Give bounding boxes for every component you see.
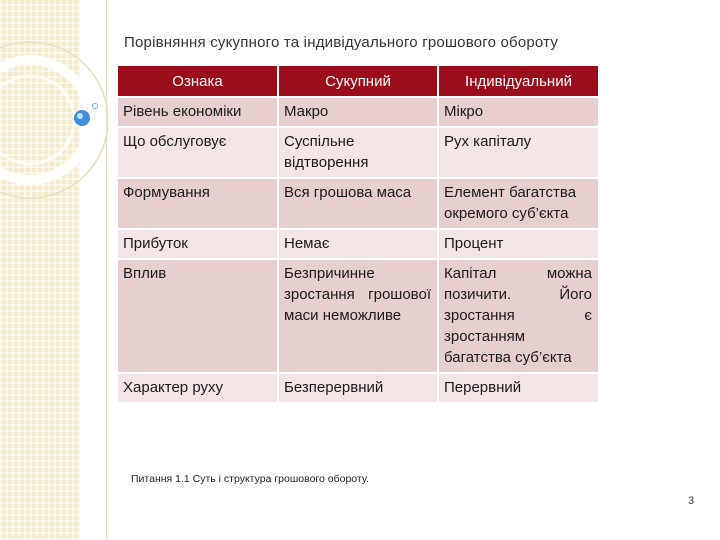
slide-caption: Питання 1.1 Суть і структура грошового обороту. <box>131 473 369 485</box>
table-row <box>118 229 598 259</box>
table-cell: Вся грошова маса <box>278 178 438 229</box>
table-row <box>118 259 598 373</box>
table-row <box>118 373 598 403</box>
table-cell: Рівень економіки <box>118 97 278 127</box>
table-cell: Безперервний <box>278 373 438 403</box>
column-header: Ознака <box>118 66 278 97</box>
column-header: Сукупний <box>278 66 438 97</box>
table-cell: Макро <box>278 97 438 127</box>
page-number: 3 <box>688 495 695 507</box>
table-cell: Капітал можна позичити. Його зростання є зростанням багатства суб’єкта <box>438 259 598 373</box>
table-cell: Безпричинне зростання грошової маси неможливе <box>278 259 438 373</box>
table-row <box>118 178 598 229</box>
table-row <box>118 127 598 178</box>
table-cell: Рух капіталу <box>438 127 598 178</box>
table-cell: Формування <box>118 178 278 229</box>
table-header-row <box>118 66 598 97</box>
table-cell: Що обслуговує <box>118 127 278 178</box>
table-cell: Мікро <box>438 97 598 127</box>
table-cell: Елемент багатства окремого суб’єкта <box>438 178 598 229</box>
table-cell: Суспільне відтворення <box>278 127 438 178</box>
slide-title: Порівняння сукупного та індивідуального грошового обороту <box>124 34 559 51</box>
table-cell: Процент <box>438 229 598 259</box>
table-cell: Прибуток <box>118 229 278 259</box>
table-row <box>118 97 598 127</box>
table-cell: Немає <box>278 229 438 259</box>
table-cell: Характер руху <box>118 373 278 403</box>
column-header: Індивідуальний <box>438 66 598 97</box>
table-cell: Вплив <box>118 259 278 373</box>
comparison-table <box>118 66 598 404</box>
table-cell: Перервний <box>438 373 598 403</box>
decorative-circles <box>0 0 120 260</box>
